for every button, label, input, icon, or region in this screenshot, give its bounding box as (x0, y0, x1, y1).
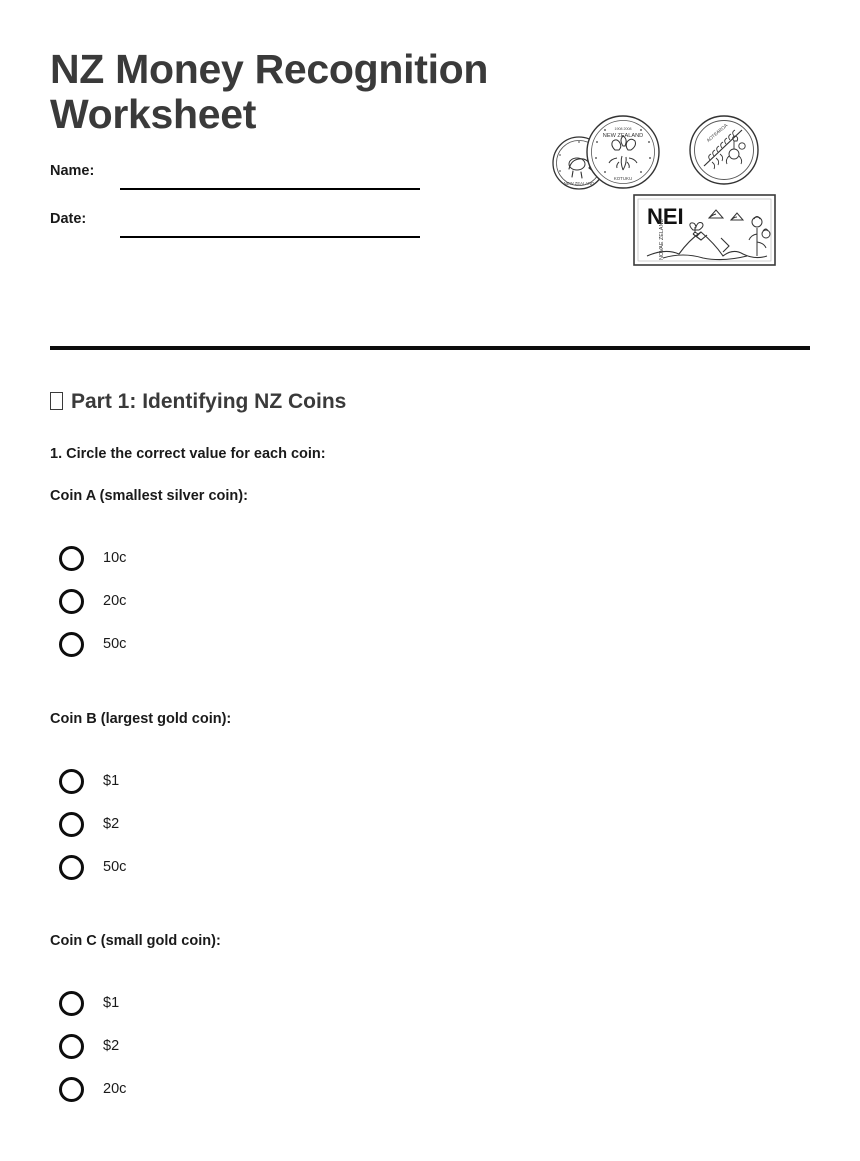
question-prompt: Coin C (small gold coin): (50, 933, 221, 949)
date-input-line[interactable] (120, 236, 420, 238)
svg-text:AOTEAROA: AOTEAROA (705, 122, 729, 143)
question-coin-a (50, 488, 550, 655)
svg-text:NEW ZEALAND: NEW ZEALAND (602, 133, 644, 139)
options-group (50, 992, 550, 1100)
instruction-text: 1. Circle the correct value for each coin: (50, 446, 326, 462)
question-prompt: Coin A (smallest silver coin): (50, 488, 248, 504)
option-bubble[interactable] (59, 546, 84, 571)
option-label: $2 (103, 816, 120, 832)
missing-glyph-icon (50, 392, 63, 410)
question-coin-b (50, 711, 550, 878)
option-label: $2 (103, 1038, 120, 1054)
coin-large-flower-illustration (585, 114, 661, 190)
option-bubble[interactable] (59, 1034, 84, 1059)
option-bubble[interactable] (59, 855, 84, 880)
svg-text:KOTUKU: KOTUKU (613, 176, 633, 181)
page-title: NZ Money Recognition Worksheet (50, 46, 489, 138)
svg-text:1908 2008: 1908 2008 (614, 127, 632, 131)
option-row[interactable] (50, 813, 550, 835)
money-illustration (545, 108, 790, 273)
option-label: 20c (103, 1081, 127, 1097)
option-label: $1 (103, 773, 120, 789)
option-label: 20c (103, 593, 127, 609)
option-row[interactable] (50, 1035, 550, 1057)
name-input-line[interactable] (120, 188, 420, 190)
option-row[interactable] (50, 547, 550, 569)
option-bubble[interactable] (59, 991, 84, 1016)
banknote-illustration (633, 194, 776, 266)
option-label: 50c (103, 859, 127, 875)
option-row[interactable] (50, 770, 550, 792)
option-bubble[interactable] (59, 1077, 84, 1102)
svg-text:NOVAE ZELAND: NOVAE ZELAND (659, 218, 665, 260)
part-1-heading (50, 390, 346, 414)
date-label: Date: (50, 211, 87, 227)
option-bubble[interactable] (59, 589, 84, 614)
option-row[interactable] (50, 633, 550, 655)
option-label: $1 (103, 995, 120, 1011)
option-row[interactable] (50, 992, 550, 1014)
part-1-heading-text: Part 1: Identifying NZ Coins (71, 390, 347, 413)
svg-text:NEI: NEI (647, 204, 684, 229)
name-label: Name: (50, 163, 95, 179)
svg-text:NEW ZEALAND: NEW ZEALAND (563, 181, 595, 186)
section-divider (50, 346, 810, 350)
option-bubble[interactable] (59, 632, 84, 657)
question-coin-c (50, 933, 550, 1100)
option-label: 50c (103, 636, 127, 652)
options-group (50, 770, 550, 878)
option-label: 10c (103, 550, 127, 566)
option-row[interactable] (50, 590, 550, 612)
options-group (50, 547, 550, 655)
option-row[interactable] (50, 856, 550, 878)
option-bubble[interactable] (59, 812, 84, 837)
question-prompt: Coin B (largest gold coin): (50, 711, 232, 727)
option-bubble[interactable] (59, 769, 84, 794)
coin-fern-illustration (688, 114, 760, 186)
option-row[interactable] (50, 1078, 550, 1100)
